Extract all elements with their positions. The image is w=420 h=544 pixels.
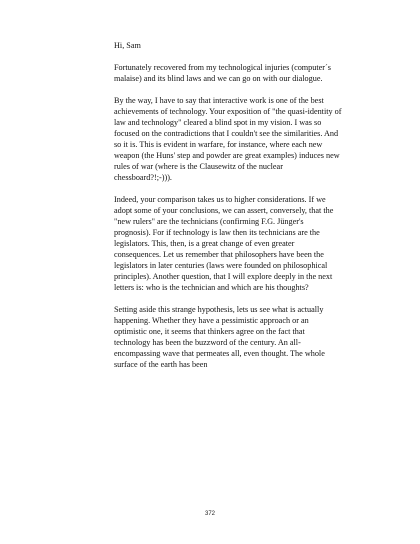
paragraph-3: Indeed, your comparison takes us to higher considerations. If we adopt some of your conclusions, we can assert, conversely, that the "new rulers" are the technicians (confirming F.G. Jünger's prognosis). For if technology is law then its technicians are the legislators. This, then, is a great change of even greater consequences. Let us remember that philosophers have been the legislators in later centuries (laws were founded on philosophical principles). Another question, that I will explore deeply in the next letters is: who is the technician and which are his thoughts? xyxy=(114,195,334,292)
letter-body xyxy=(114,40,342,381)
letter-greeting: Hi, Sam xyxy=(114,41,141,50)
paragraph-4: Setting aside this strange hypothesis, lets us see what is actually happening. Whether they have a pessimistic approach or an optimistic one, it seems that thinkers agree on the fact that technology has been the buzzword of the century. An all-encompassing wave that permeates all, even thought. The whole surface of the earth has been xyxy=(114,305,325,369)
page-number: 372 xyxy=(204,511,215,517)
paragraph-1: Fortunately recovered from my technological injuries (computer´s malaise) and its blind laws and we can go on with our dialogue. xyxy=(114,63,331,83)
paragraph-2: By the way, I have to say that interactive work is one of the best achievements of technology. Your exposition of "the quasi-identity of law and technology" cleared a blind spot in my vision. I was so focused on the contradictions that I couldn't see the similarities. And so it is. This is evident in warfare, for instance, where each new weapon (the Huns' step and powder are great examples) induces new rules of war (where is the Clausewitz of the nuclear chessboard?!;-))). xyxy=(114,96,342,182)
